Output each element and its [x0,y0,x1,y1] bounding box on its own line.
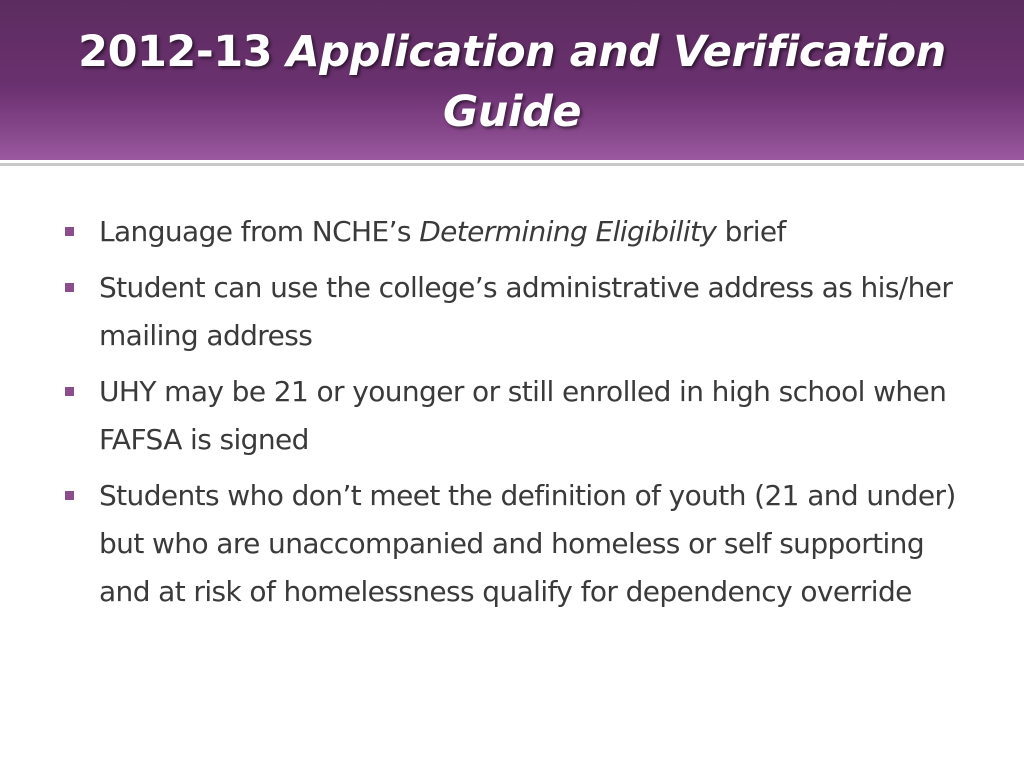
bullet-text: Student can use the college’s administrative address as his/her mailing address [99,271,953,352]
bullet-text-suffix: brief [716,215,786,248]
title-divider [0,163,1024,166]
bullet-item-mailing-address [62,264,962,360]
bullet-item-dependency-override [62,472,962,616]
slide-title-year: 2012-13 [78,27,287,77]
slide-title [40,22,984,142]
bullet-item-nche-language [62,208,962,256]
bullet-text-brief-title: Determining Eligibility [419,215,717,248]
square-bullet-icon [65,227,74,236]
slide-title-guide-name: Application and Verification Guide [286,27,946,137]
bullet-item-uhy-age [62,368,962,464]
bullet-list [62,208,962,624]
bullet-text-prefix: Language from NCHE’s [99,215,420,248]
bullet-text: Students who don’t meet the definition of youth (21 and under) but who are unaccompanied and homeless or self supporting and at risk of homelessness qualify for dependency override [99,479,956,608]
bullet-text: UHY may be 21 or younger or still enrolled in high school when FAFSA is signed [99,375,947,456]
square-bullet-icon [65,491,74,500]
square-bullet-icon [65,387,74,396]
square-bullet-icon [65,283,74,292]
